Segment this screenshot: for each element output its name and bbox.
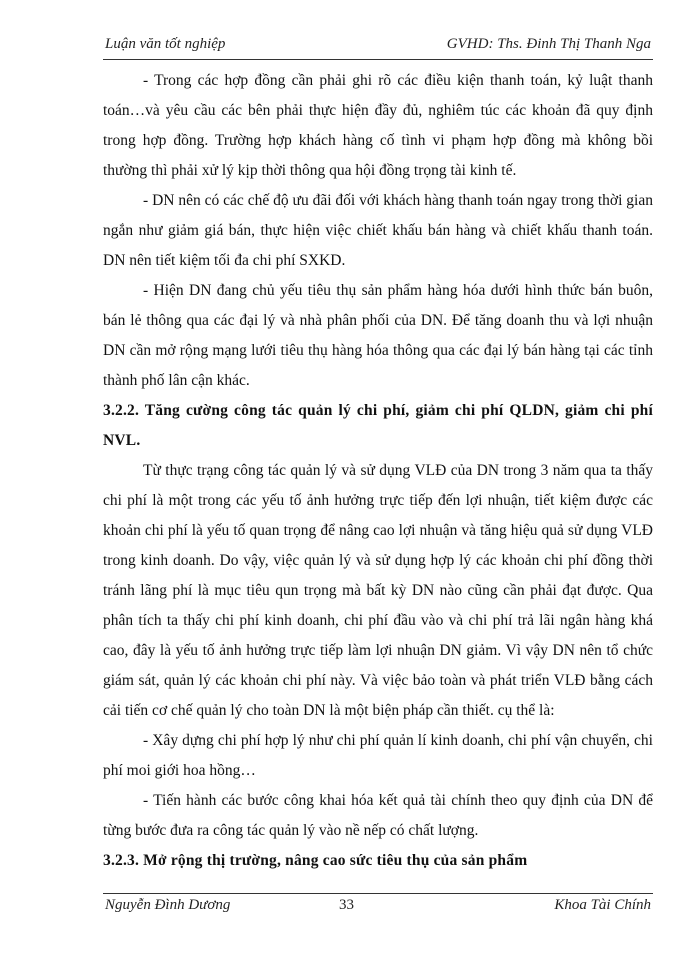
paragraph-payment-terms: - Trong các hợp đồng cần phải ghi rõ các điều kiện thanh toán, kỷ luật thanh toán…và yêu cầu các bên phải thực hiện đầy đủ, nghiêm túc các khoản đã quy định trong hợp đồng. Trường hợp khách hàng cố tình vi phạm hợp đồng mà không bồi thường thì phải xử lý kịp thời thông qua hội đồng trọng tài kinh tế.: [103, 72, 653, 179]
paragraph-discount-policy: - DN nên có các chế độ ưu đãi đối với khách hàng thanh toán ngay trong thời gian ngắn như giảm giá bán, thực hiện việc chiết khấu bán hàng và chiết khấu thanh toán. DN nên tiết kiệm tối đa chi phí SXKD.: [103, 192, 653, 269]
paragraph-reasonable-costs: - Xây dựng chi phí hợp lý như chi phí quản lí kinh doanh, chi phí vận chuyển, chi phí moi giới hoa hồng…: [103, 732, 653, 779]
header-divider: [103, 59, 653, 60]
footer-divider: [103, 893, 653, 894]
paragraph-financial-transparency: - Tiến hành các bước công khai hóa kết quả tài chính theo quy định của DN để từng bước đưa ra công tác quản lý vào nề nếp có chất lượng.: [103, 792, 653, 839]
page-header: [103, 36, 653, 58]
footer-faculty: Khoa Tài Chính: [554, 897, 651, 913]
footer-page-number: 33: [339, 897, 354, 913]
page-footer: [103, 897, 653, 919]
section-heading-3-2-3: 3.2.3. Mở rộng thị trường, nâng cao sức tiêu thụ của sản phẩm: [103, 852, 528, 869]
section-heading-3-2-2: 3.2.2. Tăng cường công tác quản lý chi phí, giảm chi phí QLDN, giảm chi phí NVL.: [103, 402, 653, 449]
header-thesis-title: Luận văn tốt nghiệp: [105, 36, 226, 52]
header-supervisor: GVHD: Ths. Đinh Thị Thanh Nga: [446, 36, 651, 52]
paragraph-distribution-network: - Hiện DN đang chủ yếu tiêu thụ sản phẩm hàng hóa dưới hình thức bán buôn, bán lẻ thông qua các đại lý và nhà phân phối của DN. Để tăng doanh thu và lợi nhuận DN cần mở rộng mạng lưới tiêu thụ hàng hóa thông qua các đại lý bán hàng tại các tỉnh thành phố lân cận khác.: [103, 282, 653, 389]
page-body: [103, 66, 653, 876]
footer-author: Nguyễn Đình Dương: [105, 897, 231, 913]
paragraph-cost-management: Từ thực trạng công tác quản lý và sử dụng VLĐ của DN trong 3 năm qua ta thấy chi phí là một trong các yếu tố ảnh hưởng trực tiếp đến lợi nhuận, tiết kiệm được các khoản chi phí là yếu tố quan trọng để nâng cao lợi nhuận và tăng hiệu quả sử dụng VLĐ trong kinh doanh. Do vậy, việc quản lý và sử dụng hợp lý các khoản chi phí đồng thời tránh lãng phí là mục tiêu qun trọng mà bất kỳ DN nào cũng cần phải đạt được. Qua phân tích ta thấy chi phí kinh doanh, chi phí đầu vào và chi phí trả lãi ngân hàng khá cao, đây là yếu tố ảnh hưởng trực tiếp làm lợi nhuận DN giảm. Vì vậy DN nên tổ chức giám sát, quản lý các khoản chi phí này. Và việc bảo toàn và phát triển VLĐ bằng cách cải tiến cơ chế quản lý cho toàn DN là một biện pháp cần thiết. cụ thể là:: [103, 462, 653, 719]
